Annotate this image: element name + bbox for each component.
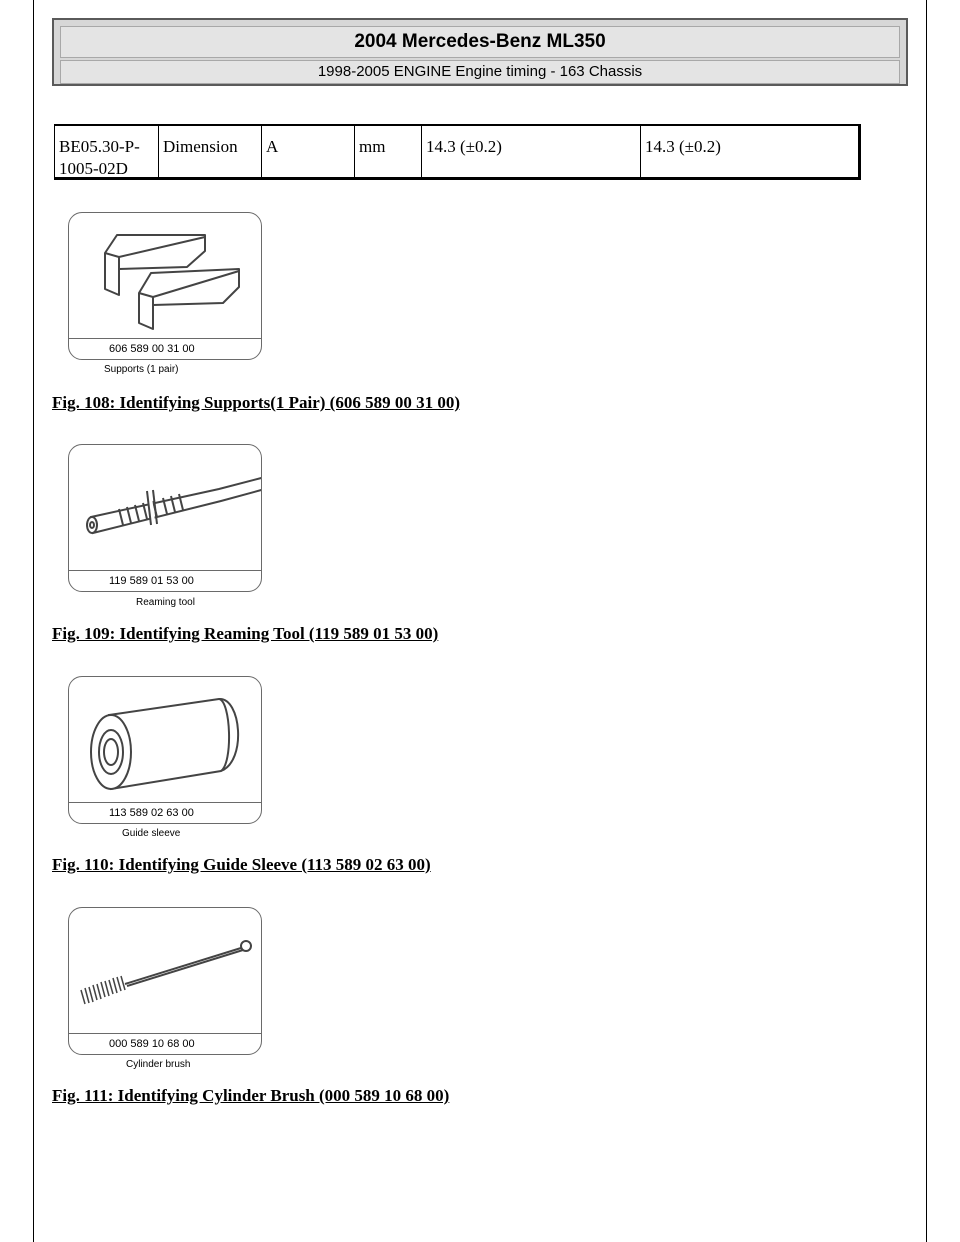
figure-109-panel bbox=[68, 444, 262, 592]
guide-sleeve-icon bbox=[69, 677, 261, 803]
figure-110-panel bbox=[68, 676, 262, 824]
figure-111-panel bbox=[68, 907, 262, 1055]
reaming-tool-icon bbox=[69, 445, 261, 571]
figure-109-part-number: 119 589 01 53 00 bbox=[69, 570, 261, 591]
spec-table-row bbox=[54, 124, 861, 180]
figure-110-label: Guide sleeve bbox=[122, 828, 181, 839]
spec-value1-cell: 14.3 (±0.2) bbox=[421, 126, 640, 177]
cylinder-brush-icon bbox=[69, 908, 261, 1034]
spec-code-line2: 1005-02D bbox=[59, 159, 128, 178]
figure-108-label: Supports (1 pair) bbox=[104, 364, 179, 375]
spec-value2-cell: 14.3 (±0.2) bbox=[640, 126, 859, 177]
spec-unit-cell: mm bbox=[354, 126, 421, 177]
figure-111-part-number: 000 589 10 68 00 bbox=[69, 1033, 261, 1054]
figure-108-caption: Fig. 108: Identifying Supports(1 Pair) (606 589 00 31 00) bbox=[52, 393, 460, 412]
spec-designation-cell: A bbox=[261, 126, 354, 177]
figure-108-panel bbox=[68, 212, 262, 360]
supports-icon bbox=[69, 213, 261, 339]
page-frame-right bbox=[926, 0, 927, 1242]
figure-109-caption: Fig. 109: Identifying Reaming Tool (119 589 01 53 00) bbox=[52, 624, 439, 643]
document-title: 2004 Mercedes-Benz ML350 bbox=[60, 26, 900, 58]
figure-110-caption: Fig. 110: Identifying Guide Sleeve (113 589 02 63 00) bbox=[52, 855, 431, 874]
spec-code-line1: BE05.30-P- bbox=[59, 137, 140, 156]
figure-108-part-number: 606 589 00 31 00 bbox=[69, 338, 261, 359]
spec-code-cell bbox=[55, 126, 158, 177]
document-subtitle: 1998-2005 ENGINE Engine timing - 163 Chassis bbox=[60, 60, 900, 84]
spec-parameter-cell: Dimension bbox=[158, 126, 261, 177]
figure-111-label: Cylinder brush bbox=[126, 1059, 191, 1070]
page-frame-left bbox=[33, 0, 34, 1242]
document-header bbox=[52, 18, 908, 86]
figure-111-caption: Fig. 111: Identifying Cylinder Brush (000 589 10 68 00) bbox=[52, 1086, 450, 1105]
figure-109-label: Reaming tool bbox=[136, 597, 195, 608]
figure-110-part-number: 113 589 02 63 00 bbox=[69, 802, 261, 823]
